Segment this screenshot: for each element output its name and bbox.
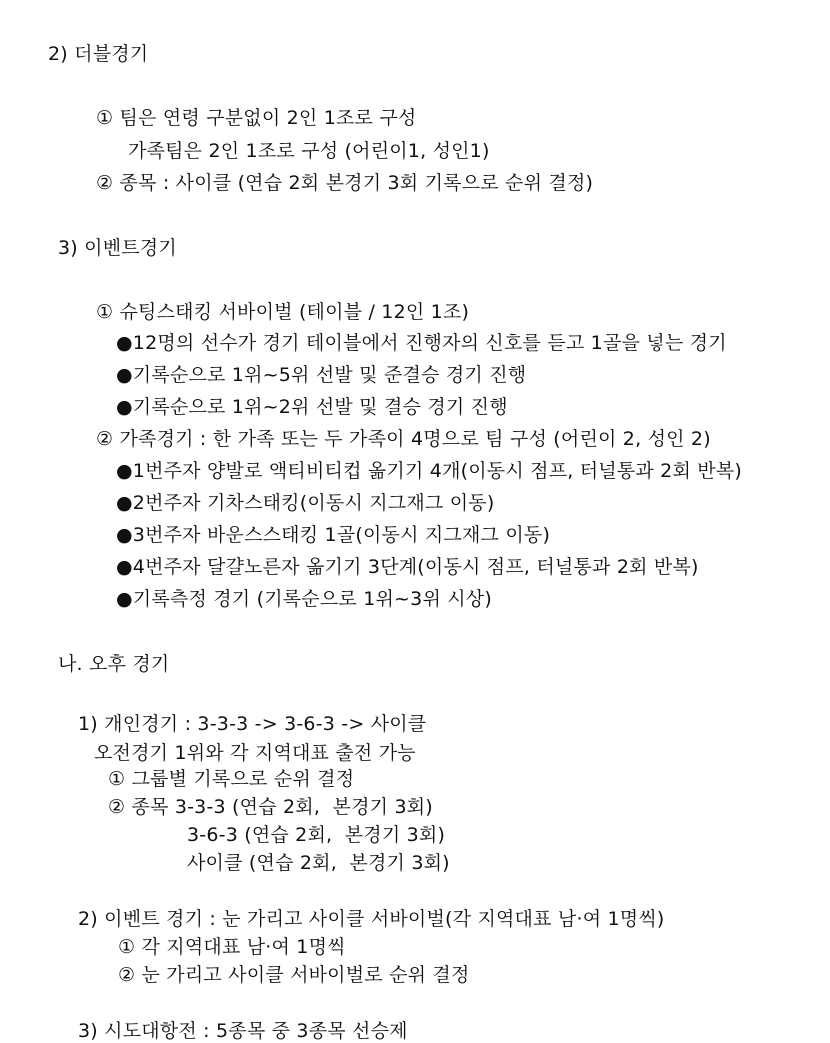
bullet-item: ●1번주자 양발로 액티비티컵 옮기기 4개(이동시 점프, 터널통과 2회 반복) [116,460,742,482]
list-item: ② 가족경기 : 한 가족 또는 두 가족이 4명으로 팀 구성 (어린이 2, 성인 2) [96,428,711,450]
list-item: ① 슈팅스태킹 서바이벌 (테이블 / 12인 1조) [96,301,470,323]
list-item: 2) 이벤트 경기 : 눈 가리고 사이클 서바이벌(각 지역대표 남·여 1명씩) [78,908,665,930]
list-item: 오전경기 1위와 각 지역대표 출전 가능 [94,742,416,764]
list-item: 사이클 (연습 2회, 본경기 3회) [187,852,450,874]
list-item: ② 종목 3-3-3 (연습 2회, 본경기 3회) [108,796,433,818]
section-heading-event: 3) 이벤트경기 [58,237,177,259]
list-item: 1) 개인경기 : 3-3-3 -> 3-6-3 -> 사이클 [78,713,427,735]
list-item: 3) 시도대항전 : 5종목 중 3종목 선승제 [78,1020,408,1042]
list-item: ② 눈 가리고 사이클 서바이벌로 순위 결정 [118,964,470,986]
bullet-item: ●4번주자 달걀노른자 옮기기 3단계(이동시 점프, 터널통과 2회 반복) [116,556,699,578]
bullet-item: ●기록순으로 1위~2위 선발 및 결승 경기 진행 [116,396,508,418]
list-item: ① 그룹별 기록으로 순위 결정 [108,768,355,790]
bullet-item: ●3번주자 바운스스태킹 1골(이동시 지그재그 이동) [116,524,551,546]
list-item: 3-6-3 (연습 2회, 본경기 3회) [187,824,446,846]
bullet-item: ●기록순으로 1위~5위 선발 및 준결승 경기 진행 [116,364,527,386]
bullet-item: ●12명의 선수가 경기 테이블에서 진행자의 신호를 듣고 1골을 넣는 경기 [116,332,727,354]
bullet-item: ●2번주자 기차스태킹(이동시 지그재그 이동) [116,492,495,514]
list-item: ① 각 지역대표 남·여 1명씩 [118,936,346,958]
section-heading-doubles: 2) 더블경기 [48,43,149,65]
list-item: 가족팀은 2인 1조로 구성 (어린이1, 성인1) [128,140,490,162]
list-item: ① 팀은 연령 구분없이 2인 1조로 구성 [96,107,417,129]
bullet-item: ●기록측정 경기 (기록순으로 1위~3위 시상) [116,588,492,610]
section-heading-afternoon: 나. 오후 경기 [58,653,170,675]
list-item: ② 종목 : 사이클 (연습 2회 본경기 3회 기록으로 순위 결정) [96,172,594,194]
